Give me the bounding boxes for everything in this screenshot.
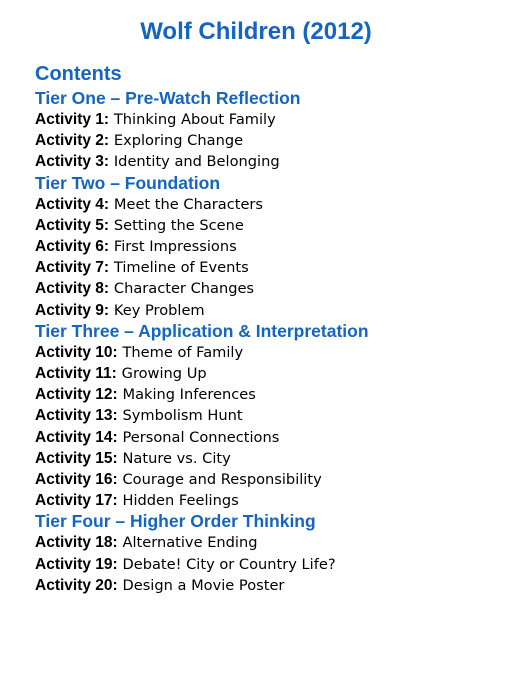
activity-number: Activity 10: bbox=[35, 343, 118, 361]
activity-item bbox=[35, 215, 495, 236]
page-title: Wolf Children (2012) bbox=[140, 18, 372, 45]
activity-number: Activity 16: bbox=[35, 471, 118, 489]
activity-number: Activity 7: bbox=[35, 259, 110, 277]
activity-name: Growing Up bbox=[121, 365, 207, 383]
activity-item bbox=[35, 554, 495, 575]
activity-item bbox=[35, 427, 495, 448]
activity-name: Identity and Belonging bbox=[113, 153, 280, 171]
activity-name: Key Problem bbox=[113, 301, 205, 319]
tier-heading: Tier Two – Foundation bbox=[35, 172, 221, 193]
activity-number: Activity 20: bbox=[35, 576, 118, 594]
activity-number: Activity 11: bbox=[35, 365, 117, 383]
activity-item bbox=[35, 469, 495, 490]
activity-number: Activity 12: bbox=[35, 386, 118, 404]
activity-number: Activity 8: bbox=[35, 280, 110, 298]
activity-name: Design a Movie Poster bbox=[122, 576, 285, 594]
tier-heading: Tier One – Pre-Watch Reflection bbox=[35, 88, 301, 108]
activity-item bbox=[35, 109, 495, 130]
activity-name: Making Inferences bbox=[122, 386, 256, 404]
activity-number: Activity 6: bbox=[35, 238, 110, 256]
activity-number: Activity 9: bbox=[35, 301, 110, 319]
activity-number: Activity 18: bbox=[35, 534, 118, 552]
activity-name: Thinking About Family bbox=[113, 111, 276, 128]
activity-item bbox=[35, 363, 495, 384]
activity-number: Activity 4: bbox=[35, 195, 110, 213]
activity-number: Activity 15: bbox=[35, 449, 118, 467]
activity-item bbox=[35, 130, 495, 151]
activity-item bbox=[35, 448, 495, 469]
activity-item bbox=[35, 236, 495, 257]
activity-item bbox=[35, 151, 495, 172]
activity-item bbox=[35, 490, 495, 511]
tier-heading: Tier Three – Application & Interpretation bbox=[35, 320, 369, 341]
activity-item bbox=[35, 384, 495, 405]
activity-number: Activity 1: bbox=[35, 111, 110, 128]
activity-name: Debate! City or Country Life? bbox=[122, 555, 336, 573]
activity-name: First Impressions bbox=[113, 238, 237, 256]
activity-item bbox=[35, 257, 495, 278]
activity-item bbox=[35, 278, 495, 299]
activity-name: Symbolism Hunt bbox=[122, 407, 243, 425]
activity-number: Activity 14: bbox=[35, 428, 118, 446]
activity-name: Character Changes bbox=[113, 280, 255, 298]
activity-name: Nature vs. City bbox=[122, 449, 231, 467]
activity-number: Activity 17: bbox=[35, 492, 118, 510]
activity-item bbox=[35, 575, 495, 596]
activity-item bbox=[35, 194, 495, 215]
activity-item bbox=[35, 405, 495, 426]
activity-name: Hidden Feelings bbox=[122, 492, 239, 510]
tier-heading: Tier Four – Higher Order Thinking bbox=[35, 511, 316, 532]
table-of-contents bbox=[35, 88, 495, 596]
activity-item bbox=[35, 532, 495, 553]
activity-name: Alternative Ending bbox=[122, 534, 258, 552]
activity-number: Activity 19: bbox=[35, 555, 118, 573]
activity-name: Personal Connections bbox=[122, 428, 280, 446]
activity-number: Activity 13: bbox=[35, 407, 118, 425]
activity-item bbox=[35, 300, 495, 321]
activity-name: Courage and Responsibility bbox=[122, 471, 322, 489]
activity-item bbox=[35, 342, 495, 363]
activity-name: Timeline of Events bbox=[113, 259, 249, 277]
activity-name: Setting the Scene bbox=[113, 216, 244, 234]
activity-number: Activity 2: bbox=[35, 132, 110, 150]
activity-name: Theme of Family bbox=[122, 343, 244, 361]
activity-name: Exploring Change bbox=[113, 132, 244, 150]
contents-heading: Contents bbox=[35, 63, 122, 85]
activity-number: Activity 5: bbox=[35, 216, 110, 234]
activity-number: Activity 3: bbox=[35, 153, 110, 171]
activity-name: Meet the Characters bbox=[113, 195, 264, 213]
